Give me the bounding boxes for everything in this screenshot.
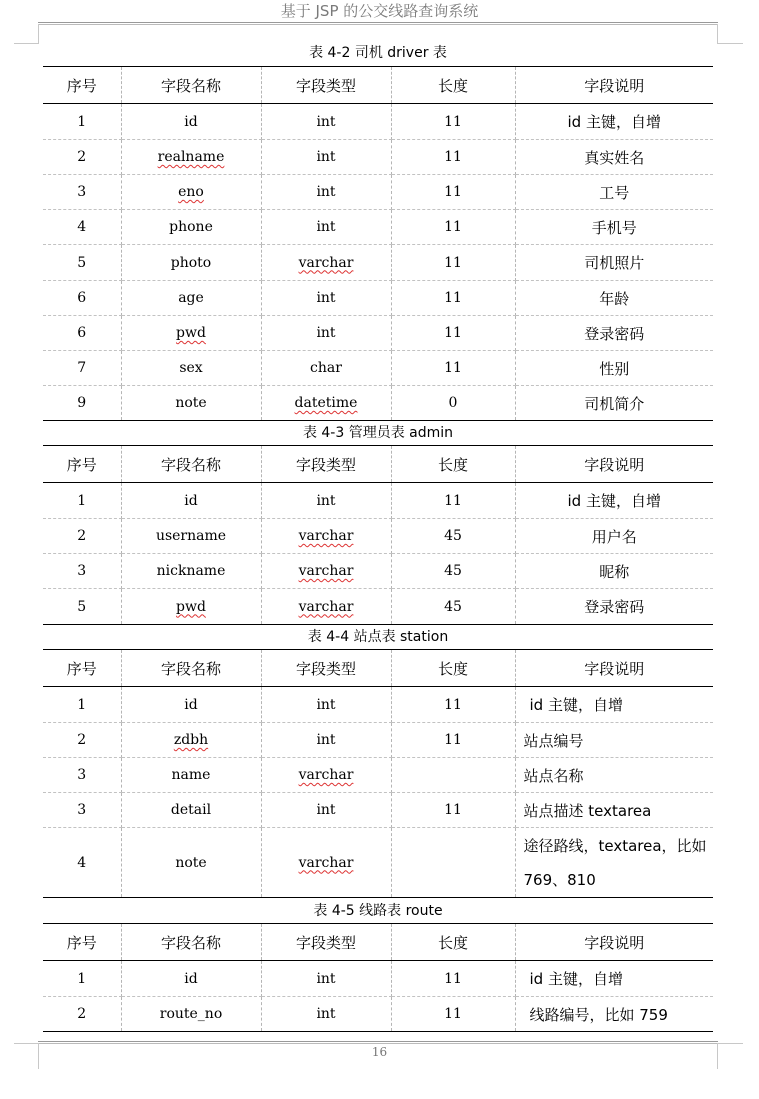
cell-field-name: phone (121, 210, 261, 245)
col-header-length: 长度 (391, 650, 515, 687)
page-header: 基于 JSP 的公交线路查询系统 (280, 2, 479, 20)
col-header-field-type: 字段类型 (261, 67, 391, 104)
cell-field-name: id (121, 687, 261, 723)
col-header-index: 序号 (43, 67, 121, 104)
cell-field-name: name (121, 758, 261, 793)
footer-rule (38, 1041, 718, 1042)
cell-description: 登录密码 (515, 316, 713, 351)
col-header-index: 序号 (43, 446, 121, 483)
table-row (43, 828, 713, 898)
field-type-text: varchar (298, 528, 354, 544)
col-header-description: 字段说明 (515, 650, 713, 687)
cell-field-name: route_no (121, 997, 261, 1032)
cell-index: 2 (43, 519, 121, 554)
col-header-length: 长度 (391, 446, 515, 483)
col-header-field-name: 字段名称 (121, 446, 261, 483)
cell-field-type: int (261, 316, 391, 351)
cell-index: 5 (43, 589, 121, 625)
cell-length: 45 (391, 554, 515, 589)
cell-length: 11 (391, 961, 515, 997)
cell-index: 4 (43, 210, 121, 245)
margin-mark (14, 43, 39, 44)
header-rule (38, 22, 718, 23)
cell-description: 司机简介 (515, 386, 713, 421)
cell-field-type: int (261, 281, 391, 316)
table-row (43, 483, 713, 519)
cell-description: 线路编号，比如 759 (515, 997, 713, 1032)
table-caption: 表 4-5 线路表 route (313, 903, 443, 919)
col-header-field-name: 字段名称 (121, 924, 261, 961)
margin-mark (38, 24, 39, 44)
table-row (43, 140, 713, 175)
cell-index: 5 (43, 245, 121, 281)
margin-mark (14, 1043, 39, 1044)
cell-length: 11 (391, 316, 515, 351)
cell-field-type: int (261, 793, 391, 828)
cell-field-name: sex (121, 351, 261, 386)
col-header-description: 字段说明 (515, 67, 713, 104)
table-row (43, 589, 713, 625)
cell-index: 2 (43, 723, 121, 758)
cell-field-type (261, 758, 391, 793)
table-row (43, 210, 713, 245)
cell-field-name: id (121, 961, 261, 997)
cell-length (391, 828, 515, 898)
page-number: 16 (371, 1045, 388, 1059)
cell-index: 3 (43, 793, 121, 828)
cell-field-type: int (261, 961, 391, 997)
cell-description: 站点名称 (515, 758, 713, 793)
cell-description: 性别 (515, 351, 713, 386)
cell-field-name: username (121, 519, 261, 554)
cell-index: 1 (43, 961, 121, 997)
field-name-text: pwd (176, 598, 206, 615)
field-name-text: zdbh (173, 732, 209, 748)
cell-field-type (261, 386, 391, 421)
cell-length: 11 (391, 351, 515, 386)
cell-field-type (261, 245, 391, 281)
cell-field-name: age (121, 281, 261, 316)
col-header-field-type: 字段类型 (261, 650, 391, 687)
cell-description: 司机照片 (515, 245, 713, 281)
cell-description: 工号 (515, 175, 713, 210)
cell-field-type (261, 589, 391, 625)
cell-length: 11 (391, 483, 515, 519)
field-name-text: eno (178, 184, 204, 200)
cell-length: 11 (391, 175, 515, 210)
cell-length: 45 (391, 589, 515, 625)
col-header-index: 序号 (43, 924, 121, 961)
col-header-length: 长度 (391, 67, 515, 104)
cell-description: id 主键，自增 (515, 961, 713, 997)
margin-mark (717, 24, 718, 44)
cell-description: 真实姓名 (515, 140, 713, 175)
cell-field-name: id (121, 104, 261, 140)
cell-field-name: id (121, 483, 261, 519)
cell-description: id 主键，自增 (515, 687, 713, 723)
cell-length: 11 (391, 140, 515, 175)
table-row (43, 758, 713, 793)
col-header-field-type: 字段类型 (261, 924, 391, 961)
driver-table (43, 66, 713, 421)
table-row (43, 793, 713, 828)
cell-index: 7 (43, 351, 121, 386)
cell-field-type (261, 554, 391, 589)
cell-length: 0 (391, 386, 515, 421)
field-type-text: varchar (298, 563, 354, 579)
route-table (43, 923, 713, 1032)
col-header-field-name: 字段名称 (121, 650, 261, 687)
cell-field-name: detail (121, 793, 261, 828)
table-row (43, 554, 713, 589)
cell-index: 3 (43, 175, 121, 210)
cell-description: 途径路线，textarea，比如 769、810 (515, 828, 713, 898)
cell-index: 4 (43, 828, 121, 898)
cell-index: 3 (43, 758, 121, 793)
col-header-length: 长度 (391, 924, 515, 961)
cell-field-type: int (261, 104, 391, 140)
cell-length: 11 (391, 245, 515, 281)
table-row (43, 386, 713, 421)
col-header-description: 字段说明 (515, 446, 713, 483)
cell-description: 站点描述 textarea (515, 793, 713, 828)
cell-field-name (121, 589, 261, 625)
cell-description: 年龄 (515, 281, 713, 316)
field-type-text: varchar (298, 254, 354, 271)
table-row (43, 281, 713, 316)
cell-field-type (261, 828, 391, 898)
table-row (43, 175, 713, 210)
table-caption: 表 4-2 司机 driver 表 (309, 45, 447, 61)
cell-length (391, 758, 515, 793)
cell-length: 11 (391, 281, 515, 316)
cell-description: 站点编号 (515, 723, 713, 758)
cell-length: 11 (391, 997, 515, 1032)
cell-field-name (121, 723, 261, 758)
footer-rule-2 (38, 1043, 718, 1044)
cell-field-type: int (261, 483, 391, 519)
table-row (43, 723, 713, 758)
cell-description: id 主键，自增 (515, 104, 713, 140)
cell-length: 11 (391, 687, 515, 723)
cell-field-type: int (261, 175, 391, 210)
cell-index: 1 (43, 483, 121, 519)
cell-length: 45 (391, 519, 515, 554)
cell-index: 6 (43, 316, 121, 351)
cell-field-type: int (261, 687, 391, 723)
field-name-text: pwd (176, 325, 206, 341)
table-row (43, 519, 713, 554)
cell-index: 2 (43, 140, 121, 175)
cell-index: 1 (43, 104, 121, 140)
field-type-text: datetime (294, 395, 358, 411)
cell-index: 1 (43, 687, 121, 723)
col-header-field-name: 字段名称 (121, 67, 261, 104)
cell-field-name: photo (121, 245, 261, 281)
station-table (43, 649, 713, 898)
cell-description: 用户名 (515, 519, 713, 554)
cell-description: 手机号 (515, 210, 713, 245)
cell-field-name: nickname (121, 554, 261, 589)
col-header-description: 字段说明 (515, 924, 713, 961)
table-row (43, 104, 713, 140)
table-row (43, 997, 713, 1032)
cell-length: 11 (391, 793, 515, 828)
margin-mark (717, 43, 743, 44)
cell-description: 登录密码 (515, 589, 713, 625)
cell-length: 11 (391, 104, 515, 140)
cell-field-type: int (261, 140, 391, 175)
cell-field-type: char (261, 351, 391, 386)
cell-length: 11 (391, 210, 515, 245)
field-name-text: realname (157, 149, 225, 165)
cell-index: 6 (43, 281, 121, 316)
cell-index: 9 (43, 386, 121, 421)
cell-field-type (261, 519, 391, 554)
margin-mark (717, 1043, 743, 1044)
table-row (43, 245, 713, 281)
table-row (43, 687, 713, 723)
table-row (43, 351, 713, 386)
col-header-index: 序号 (43, 650, 121, 687)
cell-description: 昵称 (515, 554, 713, 589)
cell-field-name: note (121, 386, 261, 421)
field-type-text: varchar (298, 854, 354, 871)
cell-field-type: int (261, 723, 391, 758)
cell-description: id 主键，自增 (515, 483, 713, 519)
cell-field-name: note (121, 828, 261, 898)
table-row (43, 961, 713, 997)
cell-length: 11 (391, 723, 515, 758)
field-type-text: varchar (298, 598, 354, 615)
cell-field-type: int (261, 997, 391, 1032)
cell-index: 2 (43, 997, 121, 1032)
cell-field-name (121, 140, 261, 175)
admin-table (43, 445, 713, 625)
table-caption: 表 4-3 管理员表 admin (302, 425, 454, 441)
cell-index: 3 (43, 554, 121, 589)
cell-field-name (121, 175, 261, 210)
cell-field-name (121, 316, 261, 351)
field-type-text: varchar (298, 767, 354, 783)
table-row (43, 316, 713, 351)
header-rule-2 (38, 24, 718, 25)
col-header-field-type: 字段类型 (261, 446, 391, 483)
table-caption: 表 4-4 站点表 station (307, 629, 449, 645)
cell-field-type: int (261, 210, 391, 245)
